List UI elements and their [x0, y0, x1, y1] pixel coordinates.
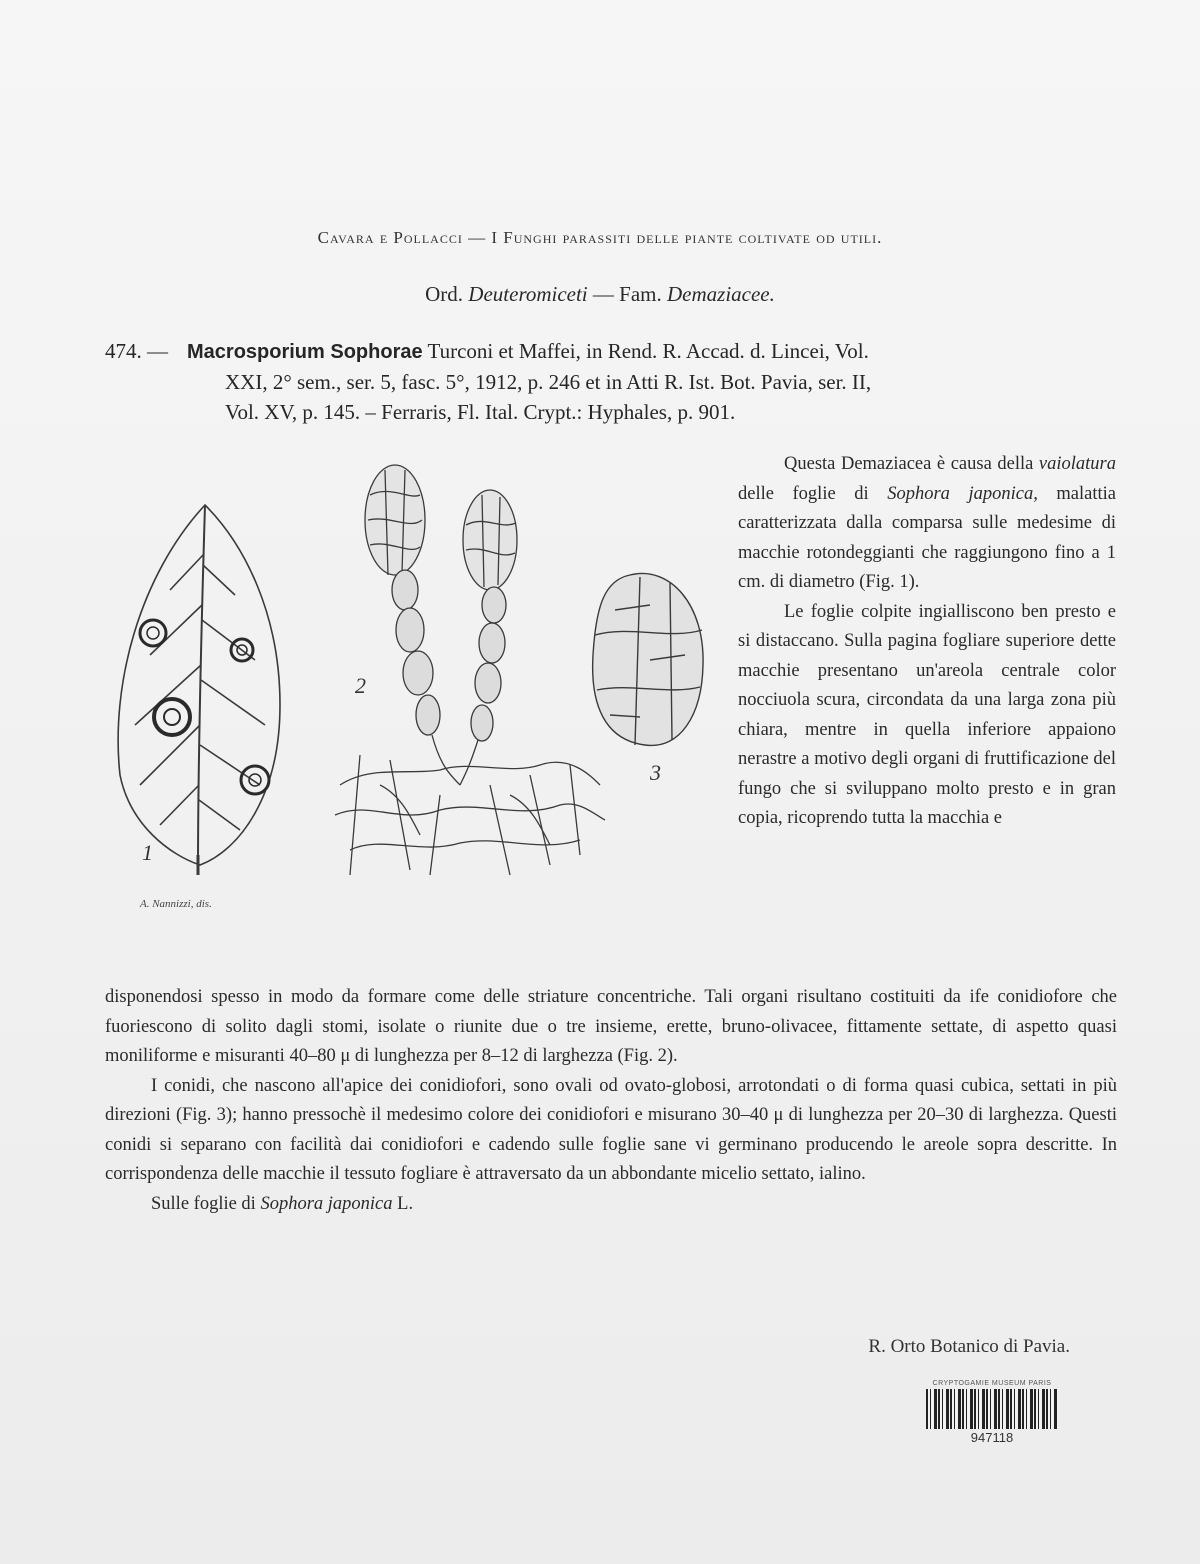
- description-full-width: [105, 983, 1117, 1219]
- order-name: Deuteromiceti: [468, 282, 588, 306]
- paragraph-1-part-e: malattia caratterizzata dalla comparsa sulle medesime di macchie rotondeggianti che raggiungono fino a 1 cm. di diametro (Fig. 1).: [738, 483, 1117, 592]
- paragraph-1-host-name: Sophora japonica,: [887, 483, 1038, 504]
- botanical-illustration: [110, 455, 730, 915]
- barcode-number: 947118: [970, 1430, 1014, 1445]
- running-head: Cavara e Pollacci — I Funghi parassiti delle piante coltivate od utili.: [317, 228, 883, 247]
- conidium-drawing: [593, 573, 703, 745]
- figure-label-1: 1: [142, 840, 153, 865]
- family-separator: — Fam.: [592, 282, 662, 306]
- paragraph-4-host-name: Sophora japonica: [260, 1193, 393, 1214]
- paragraph-2-continued: disponendosi spesso in modo da formare come delle striature concentriche. Tali organi risultano costituiti da ife conidiofore che fuoriescono di solito dagli stomi, isolate o riunite due o tre insieme, erette, bruno-olivacee, fittamente settate, di aspetto quasi moniliforme e misuranti 40–80 μ di lunghezza per 8–12 di larghezza (Fig. 2).: [105, 987, 1117, 1066]
- conidiophore-drawing: [335, 465, 605, 875]
- paragraph-1-part-c: delle foglie di: [738, 483, 869, 504]
- leaf-drawing: [118, 505, 280, 875]
- paragraph-1-disease-name: vaiolatura: [1038, 454, 1116, 474]
- entry-number: 474. —: [105, 339, 168, 363]
- description-column: [738, 450, 1116, 834]
- paragraph-4-author: L.: [397, 1193, 414, 1214]
- citation-line-3: Vol. XV, p. 145. – Ferraris, Fl. Ital. Crypt.: Hyphales, p. 901.: [225, 400, 736, 424]
- order-prefix: Ord.: [425, 282, 464, 306]
- order-family-line: [150, 282, 1050, 307]
- figure-label-3: 3: [650, 760, 661, 785]
- barcode-header: CRYPTOGAMIE MUSEUM PARIS: [932, 1380, 1052, 1387]
- illustration-credit: A. Nannizzi, dis.: [140, 898, 212, 910]
- paragraph-4: [105, 1190, 1117, 1220]
- paragraph-3: I conidi, che nascono all'apice dei conidiofori, sono ovali od ovato-globosi, arrotondati o di forma quasi cubica, settati in più direzioni (Fig. 3); hanno pressochè il medesimo colore dei conidiofori e misurano 30–40 μ di lunghezza per 20–30 di larghezza. Questi conidi si separano con facilità dai conidiofori e cadendo sulle foglie sane vi germinano producendo le areole sopra descritte. In corrispondenza delle macchie il tessuto fogliare è attraversato da un abbondante micelio settato, ialino.: [105, 1075, 1117, 1184]
- specimen-barcode: [922, 1380, 1062, 1444]
- paragraph-2: Le foglie colpite ingialliscono ben presto e si distaccano. Sulla pagina fogliare superiore dette macchie presentano un'areola centrale color nocciuola scura, circondata da una larga zona più chiara, mentre in quella inferiore appaiono nerastre a motivo degli organi di fruttificazione del fungo che si sviluppano molto presto e in gran copia, ricoprendo tutta la macchia e: [738, 601, 1116, 828]
- family-name: Demaziacee.: [667, 282, 775, 306]
- institution-signature: R. Orto Botanico di Pavia.: [868, 1336, 1070, 1357]
- paragraph-1-part-a: Questa Demaziacea è causa della: [784, 454, 1034, 474]
- citation-line-2: XXI, 2° sem., ser. 5, fasc. 5°, 1912, p. 246 et in Atti R. Ist. Bot. Pavia, ser. II,: [225, 370, 872, 394]
- species-name: Macrosporium Sophorae: [187, 341, 423, 363]
- barcode-bars: [926, 1389, 1058, 1429]
- species-entry: [105, 336, 1117, 427]
- figure-label-2: 2: [355, 673, 366, 698]
- paragraph-4-part-a: Sulle foglie di: [151, 1193, 256, 1214]
- citation-line-1: Turconi et Maffei, in Rend. R. Accad. d. Lincei, Vol.: [427, 339, 869, 363]
- paragraph-1: [738, 450, 1116, 598]
